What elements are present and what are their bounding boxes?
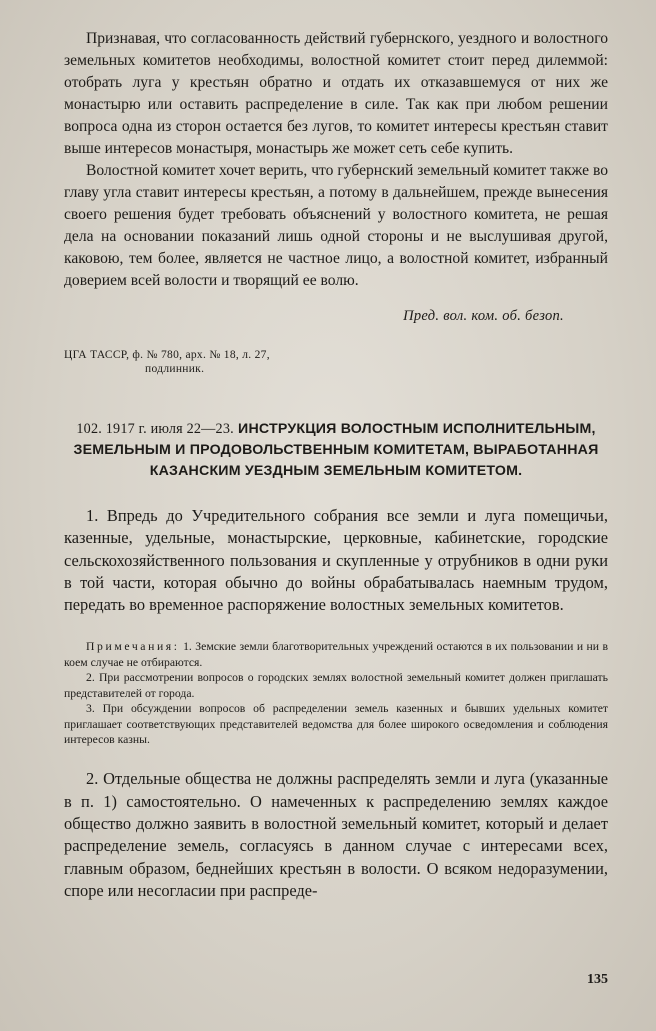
signature-line: Пред. вол. ком. об. безоп. (403, 308, 564, 324)
page-number: 135 (587, 972, 608, 987)
notes-label: Примечания: (86, 640, 180, 654)
preamble-paragraph-1: Признавая, что согласованность действий губернского, уездного и волостного земельных комитетов необходимы, волостной комитет стоит перед дилеммой: отобрать луга у крестьян обратно и отдать их отказавшемуся от них же монастырю или оставить распределение в силе. Так как при любом решении вопроса одна из сторон остается без лугов, то комитет интересы крестьян ставит выше интересов монастыря, монастырь же может сеть себе купить. (64, 30, 608, 157)
document-number-date: 102. 1917 г. июля 22—23. (76, 421, 234, 437)
archive-reference (64, 348, 608, 376)
document-heading (64, 419, 608, 482)
note-2: 2. При рассмотрении вопросов о городских землях волостной земельный комитет должен приглашать представителей от города. (64, 671, 608, 700)
notes-block (64, 639, 608, 747)
document-page (64, 28, 608, 1018)
section-2-paragraph: 2. Отдельные общества не должны распределять земли и луга (указанные в п. 1) самостоятельно. О намеченных к распределению землях каждое общество должно заявить в волостной земельный комитет, который и делает распределение земель, согласуясь в данном случае с интересами всех, главным образом, беднейших крестьян в волости. О всяком недоразумении, споре или несогласии при распреде- (64, 769, 608, 900)
section-1-paragraph: 1. Впредь до Учредительного собрания все земли и луга помещичьи, казенные, удельные, монастырские, церковные, кабинетские, городские сельскохозяйственного пользования и скупленные у отрубников в одни руки в той части, которая обычно до войны обрабатывалась наемным трудом, передать во временное распоряжение волостных земельных комитетов. (64, 506, 608, 615)
document-title: ИНСТРУКЦИЯ ВОЛОСТНЫМ ИСПОЛНИТЕЛЬНЫМ, ЗЕМЕЛЬНЫМ И ПРОДОВОЛЬСТВЕННЫМ КОМИТЕТАМ, ВЫРАБОТАННАЯ КАЗАНСКИМ УЕЗДНЫМ ЗЕМЕЛЬНЫМ КОМИТЕТОМ. (73, 421, 599, 479)
preamble-paragraph-2: Волостной комитет хочет верить, что губернский земельный комитет также во главу угла ставит интересы крестьян, а потому в дальнейшем, прежде вынесения своего решения будет требовать объяснений у волостного комитета, не решая дела на основании показаний лишь одной стороны и не выслушивая другой, каковою, тем более, является не частное лицо, а волостной комитет, избранный доверием всей волости и творящий ее волю. (64, 162, 608, 289)
note-1 (64, 639, 608, 670)
note-1-text: 1. Земские земли благотворительных учреждений остаются в их пользовании и ни в коем случае не отбираются. (64, 640, 609, 669)
archive-reference-line-2: подлинник. (145, 363, 205, 375)
archive-reference-line-1: ЦГА ТАССР, ф. № 780, арх. № 18, л. 27, (64, 349, 270, 361)
note-3: 3. При обсуждении вопросов об распределении земель казенных и бывших удельных комитет приглашает соответствующих представителей ведомства для более широкого осведомления и соблюдения интересов казны. (64, 702, 608, 746)
